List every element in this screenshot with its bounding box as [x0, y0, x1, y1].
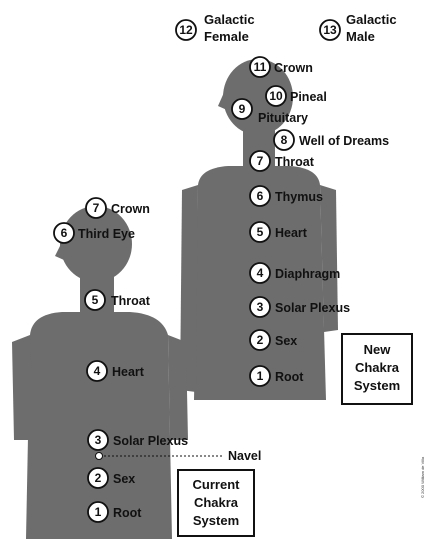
svg-text:Galactic: Galactic — [204, 12, 255, 27]
svg-text:Thymus: Thymus — [275, 190, 323, 204]
svg-text:New: New — [363, 342, 391, 357]
svg-text:1: 1 — [256, 369, 264, 383]
svg-text:Root: Root — [113, 506, 142, 520]
svg-text:Diaphragm: Diaphragm — [275, 267, 341, 281]
svg-text:4: 4 — [256, 266, 264, 280]
svg-text:Solar Plexus: Solar Plexus — [275, 301, 351, 315]
svg-text:5: 5 — [256, 225, 264, 239]
svg-text:Crown: Crown — [274, 61, 313, 75]
svg-text:Pineal: Pineal — [290, 90, 327, 104]
svg-text:Chakra: Chakra — [354, 360, 400, 375]
svg-text:10: 10 — [269, 89, 283, 103]
svg-text:7: 7 — [256, 154, 264, 168]
current-chakra-5 — [85, 290, 151, 310]
current-chakra-7 — [86, 198, 150, 218]
svg-text:8: 8 — [280, 133, 288, 147]
svg-text:Solar Plexus: Solar Plexus — [113, 434, 189, 448]
svg-text:5: 5 — [91, 293, 99, 307]
navel-label: Navel — [228, 449, 262, 463]
svg-text:Sex: Sex — [275, 334, 298, 348]
svg-text:2: 2 — [94, 471, 102, 485]
new-chakra-13 — [320, 12, 397, 44]
svg-text:Heart: Heart — [275, 226, 307, 240]
svg-text:Chakra: Chakra — [193, 495, 239, 510]
svg-text:9: 9 — [238, 102, 246, 116]
svg-text:13: 13 — [323, 23, 337, 37]
new-chakra-12 — [176, 12, 255, 44]
current-system-label-box — [178, 470, 254, 536]
svg-text:Galactic: Galactic — [346, 12, 397, 27]
svg-text:Male: Male — [346, 29, 375, 44]
svg-text:Throat: Throat — [275, 155, 314, 169]
new-chakra-7 — [250, 151, 315, 171]
svg-text:11: 11 — [253, 60, 267, 74]
svg-text:Crown: Crown — [111, 202, 150, 216]
svg-text:Pituitary: Pituitary — [258, 111, 309, 125]
svg-text:6: 6 — [60, 226, 68, 240]
svg-text:Female: Female — [204, 29, 249, 44]
svg-text:2: 2 — [256, 333, 264, 347]
svg-text:Third Eye: Third Eye — [78, 227, 135, 241]
new-chakra-8 — [274, 130, 389, 150]
svg-text:System: System — [353, 378, 401, 393]
svg-text:1: 1 — [94, 505, 102, 519]
svg-text:Sex: Sex — [113, 472, 136, 486]
new-system-label-box — [342, 334, 412, 404]
svg-text:3: 3 — [94, 433, 102, 447]
new-chakra-10 — [266, 86, 327, 106]
credit-text: © 2000 William de Villa — [420, 456, 425, 498]
svg-text:Current: Current — [192, 477, 240, 492]
svg-text:Root: Root — [275, 370, 304, 384]
svg-text:12: 12 — [179, 23, 193, 37]
svg-text:Well of Dreams: Well of Dreams — [299, 134, 390, 148]
new-chakra-11 — [250, 57, 313, 77]
svg-text:System: System — [192, 513, 240, 528]
svg-text:Throat: Throat — [111, 294, 150, 308]
svg-text:7: 7 — [92, 201, 100, 215]
svg-text:Heart: Heart — [112, 365, 144, 379]
svg-text:3: 3 — [256, 300, 264, 314]
svg-text:6: 6 — [256, 189, 264, 203]
svg-text:4: 4 — [93, 364, 101, 378]
